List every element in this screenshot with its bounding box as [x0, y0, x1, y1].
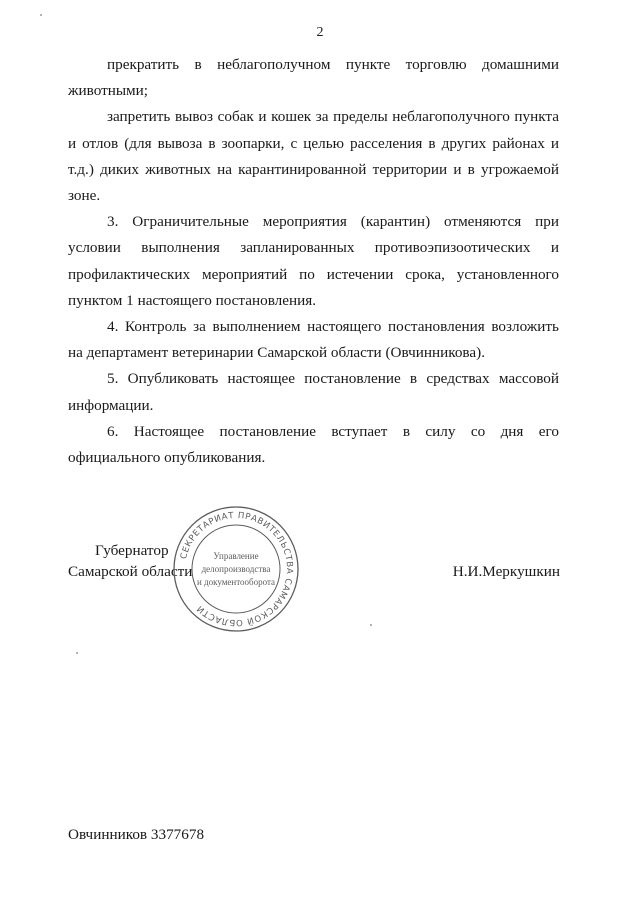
paragraph-export-ban: запретить вывоз собак и кошек за пределы неблагополучного пункта и отлов (для вывоза в зоопарки, с целью расселения в других районах и т.д.) диких животных на карантинированной территории и в угрожаемой зоне.: [68, 108, 559, 205]
page-number: 2: [316, 25, 324, 40]
paragraph-publication: 5. Опубликовать настоящее постановление в средствах массовой информации.: [68, 370, 559, 414]
scan-speck: [76, 652, 78, 654]
paragraph-restrictions-lifted: 3. Ограничительные мероприятия (карантин) отменяются при условии выполнения запланированных противоэпизоотических и профилактических мероприятий по истечении срока, установленного пунктом 1 настоящего постановления.: [68, 213, 559, 309]
signature-block: [0, 540, 640, 620]
signer-region: Самарской области: [68, 563, 193, 580]
seal-center-line3: и документооборота: [196, 577, 276, 587]
paragraph-control: 4. Контроль за выполнением настоящего постановления возложить на департамент ветеринарии Самарской области (Овчинникова).: [68, 318, 559, 362]
document-body: [68, 52, 559, 471]
seal-center-line2: делопроизводства: [201, 564, 271, 574]
signer-name: Н.И.Меркушкин: [452, 563, 560, 580]
paragraph-effective-date: 6. Настоящее постановление вступает в силу со дня его официального опубликования.: [68, 422, 559, 467]
paragraph-trade-ban: прекратить в неблагополучном пункте торговлю домашними животными;: [68, 56, 559, 100]
seal-ring-text: СЕКРЕТАРИАТ ПРАВИТЕЛЬСТВА САМАРСКОЙ ОБЛАСТИ: [179, 510, 295, 628]
scan-speck: [370, 624, 372, 626]
scan-speck: [40, 14, 42, 16]
official-seal: [172, 505, 300, 633]
signer-position: Губернатор: [95, 542, 169, 559]
seal-center-line1: Управление: [213, 551, 259, 561]
executor-contact: Овчинников 3377678: [68, 826, 205, 843]
